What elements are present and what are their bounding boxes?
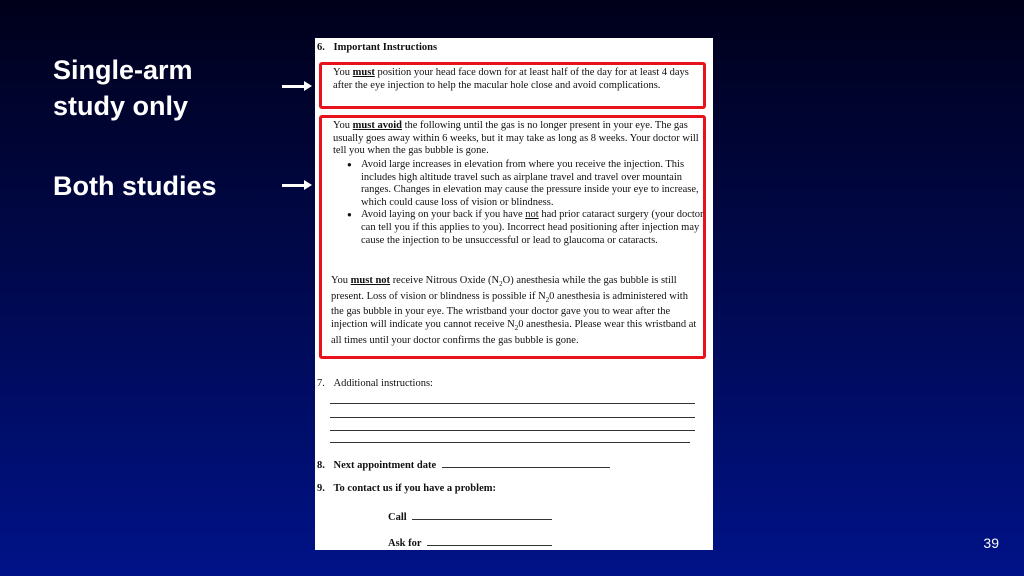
call-row [388,509,552,525]
list-item: ● Avoid large increases in elevation from where you receive the injection. This includes high altitude travel such as airplane travel and travel over mountain ranges. Changes in elevation may cause the pressure inside your eye to increase, which could cause loss of vision or blindness. [345,159,705,209]
both-studies-label: Both studies [53,171,217,201]
section-9-title: To contact us if you have a problem: [333,483,496,494]
section-8-title: Next appointment date [333,460,437,471]
must-avoid-intro: You must avoid the following until the gas is no longer present in your eye. The gas usually goes away within 6 weeks, but it may take as long as 8 weeks. Your doctor will tell you when the gas bubble is gone. [333,120,699,157]
ask-for-label: Ask for [388,538,422,549]
nitrous-oxide-warning: You must not receive Nitrous Oxide $(N_2O)$ anesthesia while the gas bubble is still present. Loss of vision or blindness is possible if $N_20$ anesthesia is administered with the gas bubble in your eye. The wristband your doctor gave you to wear after the injection will indicate you cannot receive $N_20$ anesthesia. Please wear this wristband at all times until your doctor confirms the gas bubble is gone. [331,275,697,346]
instruction-line[interactable] [330,430,695,431]
call-label: Call [388,512,407,523]
section-9-number: 9. [317,483,325,494]
section-6-number: 6. [317,42,325,53]
section-9-heading [317,483,496,496]
arrow-right-icon [282,184,306,187]
arrow-right-icon [282,85,306,88]
section-8-heading [317,457,610,473]
instruction-line[interactable] [330,403,695,404]
instruction-line[interactable] [330,417,695,418]
ask-for-row [388,535,552,550]
section-7-heading [317,378,433,391]
instruction-line[interactable] [330,442,690,443]
call-field[interactable] [412,509,552,520]
page-number: 39 [983,535,999,551]
appointment-date-field[interactable] [442,457,610,468]
section-6-title: Important Instructions [333,42,438,53]
document-page [315,38,713,550]
section-7-number: 7. [317,378,325,389]
section-6-heading [317,42,437,55]
head-position-instruction: You must position your head face down for at least half of the day for at least 4 days after the eye injection to help the macular hole close and avoid complications. [333,67,689,91]
avoid-list [345,159,705,247]
section-8-number: 8. [317,460,325,471]
section-7-title: Additional instructions: [333,378,433,389]
list-item: ● Avoid laying on your back if you have not had prior cataract surgery (your doctor can tell you if this applies to you). Incorrect head positioning after injection may cause the injection to be unsuccessful or lead to glaucoma or cataracts. [345,209,705,247]
single-arm-label: Single-arm study only [53,55,193,121]
ask-for-field[interactable] [427,535,552,546]
